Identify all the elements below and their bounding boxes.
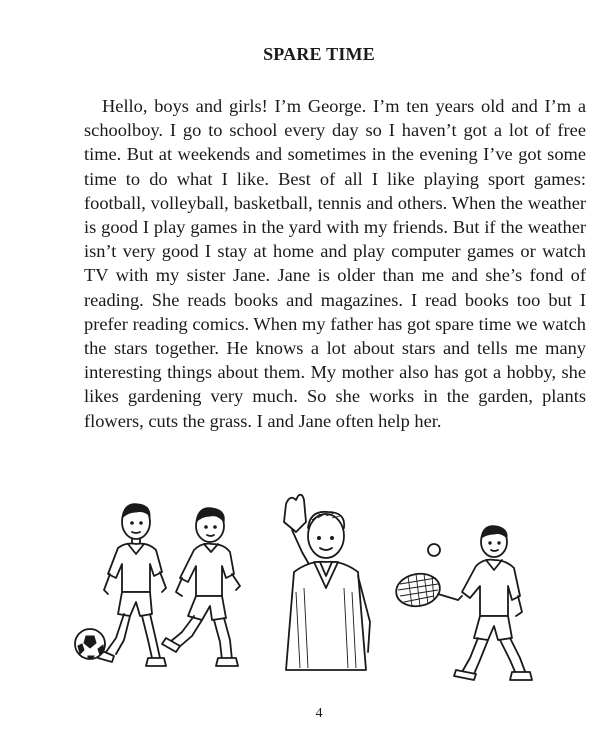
boy-running-icon (162, 508, 240, 666)
page-title: SPARE TIME (263, 44, 375, 64)
illustration-strip (70, 492, 590, 697)
boy-waving-icon (284, 495, 370, 670)
boy-playing-tennis-icon (394, 526, 532, 680)
page-number: 4 (315, 706, 323, 721)
boy-kicking-ball-icon (75, 504, 166, 666)
story-paragraph: Hello, boys and girls! I’m George. I’m ten years old and I’m a schoolboy. I go to school every day so I haven’t got a lot of free time. But at weekends and sometimes in the evening I’ve got some time to do what I like. Best of all I like playing sport games: football, volleyball, basketball, tennis and others. When the weather is good I play games in the yard with my friends. But if the weather isn’t very good I stay at home and play computer games or watch TV with my sister Jane. Jane is older than me and she’s fond of reading. She reads books and magazines. I read books too but I prefer reading comics. When my father has got spare time we watch the stars together. He knows a lot about stars and tells me many interesting things about them. My mother also has got a hobby, she likes gardening very much. So she works in the garden, plants flowers, cuts the grass. I and Jane often help her. (84, 96, 586, 431)
